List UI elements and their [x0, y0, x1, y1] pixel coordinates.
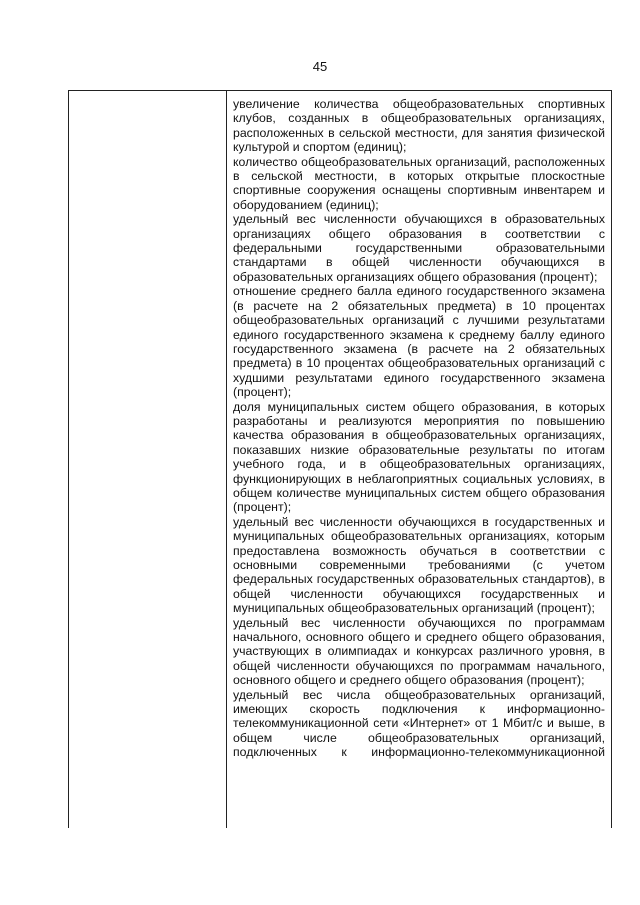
- page-number: 45: [312, 59, 328, 74]
- document-table: [68, 90, 612, 828]
- table-left-cell: [69, 91, 227, 828]
- indicator-paragraph: удельный вес численности обучающихся в образовательных организациях общего образования в соответствии с федеральными государственными образовательными стандартами в общей численности обучающихся в образовательных организациях общего образования (процент);: [233, 212, 605, 284]
- indicator-paragraph: доля муниципальных систем общего образования, в которых разработаны и реализуются мероприятия по повышению качества образования в общеобразовательных организациях, показавших низкие образовательные результаты по итогам учебного года, и в общеобразовательных организациях, функционирующих в неблагоприятных социальных условиях, в общем количестве муниципальных систем общего образования (процент);: [233, 399, 605, 515]
- indicator-paragraph: удельный вес численности обучающихся по программам начального, основного общего и среднего общего образования, участвующих в олимпиадах и конкурсах различного уровня, в общей численности обучающихся по программам начального, основного общего и среднего общего образования (процент);: [233, 615, 605, 688]
- indicator-paragraph: увеличение количества общеобразовательных спортивных клубов, созданных в общеобразовательных организациях, расположенных в сельской местности, для занятия физической культурой и спортом (единиц);: [233, 97, 605, 155]
- indicator-paragraph: удельный вес численности обучающихся в государственных и муниципальных общеобразовательных организациях, которым предоставлена возможность обучаться в соответствии с основными современными требованиями (с учетом федеральных государственных образовательных стандартов), в общей численности обучающихся государственных и муниципальных общеобразовательных организаций (процент);: [233, 514, 605, 616]
- indicator-paragraph: отношение среднего балла единого государственного экзамена (в расчете на 2 обязательных предмета) в 10 процентах общеобразовательных организаций с лучшими результатами единого государственного экзамена к среднему баллу единого государственного экзамена (в расчете на 2 обязательных предмета) в 10 процентах общеобразовательных организаций с худшими результатами единого государственного экзамена (процент);: [233, 284, 605, 400]
- table-right-cell: [227, 91, 611, 828]
- indicator-paragraph: удельный вес числа общеобразовательных организаций, имеющих скорость подключения к информационно-телекоммуникационной сети «Интернет» от 1 Мбит/с и выше, в общем числе общеобразовательных организаций, подключенных к информационно-телекоммуникационной: [233, 687, 605, 760]
- indicator-paragraph: количество общеобразовательных организаций, расположенных в сельской местности, в которых открытые плоскостные спортивные сооружения оснащены спортивным инвентарем и оборудованием (единиц);: [233, 154, 605, 212]
